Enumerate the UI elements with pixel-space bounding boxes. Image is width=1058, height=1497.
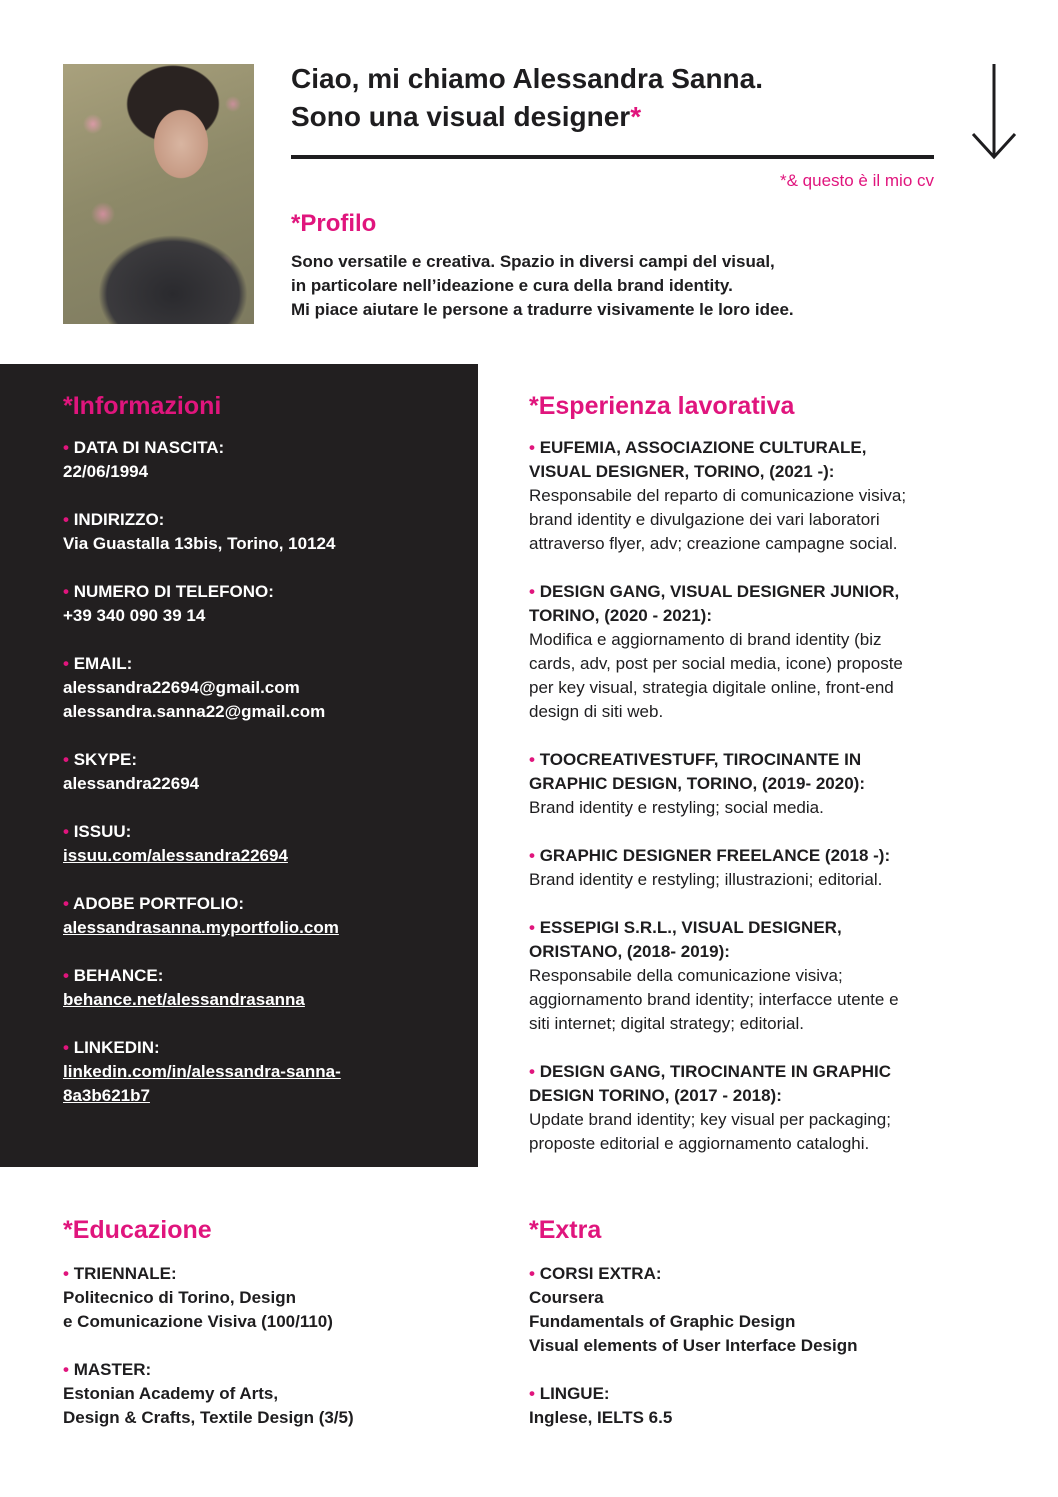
experience-item <box>529 436 999 556</box>
info-label: ADOBE PORTFOLIO: <box>73 894 244 913</box>
bullet-icon: • <box>529 1384 535 1403</box>
experience-description: Update brand identity; key visual per packaging; proposte editorial e aggiornamento cataloghi. <box>529 1110 891 1153</box>
bullet-icon: • <box>63 654 69 673</box>
bullet-icon: • <box>63 510 69 529</box>
info-behance <box>63 964 463 1012</box>
email-value-1: alessandra22694@gmail.com <box>63 678 300 697</box>
bullet-icon: • <box>529 582 535 601</box>
headline-line-1: Ciao, mi chiamo Alessandra Sanna. <box>291 63 764 94</box>
bullet-icon: • <box>529 750 535 769</box>
experience-description: Brand identity e restyling; social media. <box>529 798 824 817</box>
info-address <box>63 508 463 556</box>
portfolio-link[interactable]: alessandrasanna.myportfolio.com <box>63 918 339 937</box>
experience-item <box>529 580 999 724</box>
info-label: LINKEDIN: <box>73 1038 160 1057</box>
bullet-icon: • <box>529 1062 535 1081</box>
cv-note: *& questo è il mio cv <box>779 171 934 190</box>
arrow-down-icon <box>970 64 1018 162</box>
bullet-icon: • <box>63 438 69 457</box>
experience-title: • TOOCREATIVESTUFF, TIROCINANTE IN GRAPHIC DESIGN, TORINO, (2019- 2020): <box>529 750 865 793</box>
extra-item: • LINGUE: Inglese, IELTS 6.5 <box>529 1384 673 1427</box>
profile-line: in particolare nell’ideazione e cura della brand identity. <box>291 276 733 295</box>
profile-line: Mi piace aiutare le persone a tradurre visivamente le loro idee. <box>291 300 794 319</box>
experience-title: • EUFEMIA, ASSOCIAZIONE CULTURALE, VISUAL DESIGNER, TORINO, (2021 -): <box>529 438 867 481</box>
education-list <box>63 1262 483 1454</box>
profile-photo <box>63 64 254 324</box>
education-heading: *Educazione <box>63 1216 212 1244</box>
linkedin-link-continued[interactable]: 8a3b621b7 <box>63 1086 150 1105</box>
bullet-icon: • <box>529 1264 535 1283</box>
info-linkedin <box>63 1036 463 1108</box>
headline <box>291 60 763 136</box>
bullet-icon: • <box>63 582 69 601</box>
experience-description: Responsabile del reparto di comunicazione visiva; brand identity e divulgazione dei vari laboratori attraverso flyer, adv; creazione campagne social. <box>529 486 907 553</box>
info-email <box>63 652 463 724</box>
headline-star: * <box>630 101 642 132</box>
info-issuu <box>63 820 463 868</box>
experience-heading: *Esperienza lavorativa <box>529 392 795 420</box>
profile-text <box>291 250 911 322</box>
bullet-icon: • <box>63 966 69 985</box>
info-portfolio <box>63 892 463 940</box>
experience-item <box>529 916 999 1036</box>
headline-line-2: Sono una visual designer* <box>291 101 642 132</box>
extra-list <box>529 1262 999 1454</box>
experience-description: Modifica e aggiornamento di brand identity (biz cards, adv, post per social media, icone) proposte per key visual, strategia digitale online, front-end design di siti web. <box>529 630 903 721</box>
experience-description: Responsabile della comunicazione visiva; aggiornamento brand identity; interfacce utente e siti internet; digital strategy; editorial. <box>529 966 899 1033</box>
info-phone <box>63 580 463 628</box>
profile-line: Sono versatile e creativa. Spazio in diversi campi del visual, <box>291 252 775 271</box>
info-value: alessandra22694 <box>63 774 200 793</box>
info-label: BEHANCE: <box>73 966 164 985</box>
experience-title: • DESIGN GANG, TIROCINANTE IN GRAPHIC DESIGN TORINO, (2017 - 2018): <box>529 1062 892 1105</box>
info-skype <box>63 748 463 796</box>
profile-heading: *Profilo <box>291 210 377 237</box>
behance-link[interactable]: behance.net/alessandrasanna <box>63 990 305 1009</box>
info-label: EMAIL: <box>73 654 133 673</box>
issuu-link[interactable]: issuu.com/alessandra22694 <box>63 846 288 865</box>
info-list <box>63 436 463 1132</box>
experience-title: • GRAPHIC DESIGNER FREELANCE (2018 -): <box>529 846 891 865</box>
experience-item <box>529 1060 999 1156</box>
info-value: Via Guastalla 13bis, Torino, 10124 <box>63 534 336 553</box>
experience-description: Brand identity e restyling; illustrazioni; editorial. <box>529 870 883 889</box>
info-value: +39 340 090 39 14 <box>63 606 206 625</box>
education-item: • MASTER: Estonian Academy of Arts, Design & Crafts, Textile Design (3/5) <box>63 1360 354 1427</box>
education-item: • TRIENNALE: Politecnico di Torino, Design e Comunicazione Visiva (100/110) <box>63 1264 333 1331</box>
bullet-icon: • <box>63 1264 69 1283</box>
email-value-2: alessandra.sanna22@gmail.com <box>63 702 326 721</box>
experience-title: • ESSEPIGI S.R.L., VISUAL DESIGNER, ORISTANO, (2018- 2019): <box>529 918 842 961</box>
bullet-icon: • <box>529 846 535 865</box>
extra-item: • CORSI EXTRA: Coursera Fundamentals of Graphic Design Visual elements of User Interface Design <box>529 1264 858 1355</box>
extra-heading: *Extra <box>529 1216 602 1244</box>
bullet-icon: • <box>529 918 535 937</box>
bullet-icon: • <box>529 438 535 457</box>
bullet-icon: • <box>63 822 69 841</box>
bullet-icon: • <box>63 894 69 913</box>
header-divider <box>291 155 934 159</box>
linkedin-link[interactable]: linkedin.com/in/alessandra-sanna- <box>63 1062 341 1081</box>
info-birthdate <box>63 436 463 484</box>
experience-item <box>529 748 999 820</box>
experience-list <box>529 436 999 1180</box>
bullet-icon: • <box>63 1038 69 1057</box>
experience-title: • DESIGN GANG, VISUAL DESIGNER JUNIOR, TORINO, (2020 - 2021): <box>529 582 900 625</box>
info-label: SKYPE: <box>73 750 137 769</box>
info-heading: *Informazioni <box>63 392 222 420</box>
bullet-icon: • <box>63 1360 69 1379</box>
bullet-icon: • <box>63 750 69 769</box>
info-label: INDIRIZZO: <box>73 510 165 529</box>
info-label: DATA DI NASCITA: <box>73 438 225 457</box>
info-value: 22/06/1994 <box>63 462 149 481</box>
info-label: NUMERO DI TELEFONO: <box>73 582 274 601</box>
info-label: ISSUU: <box>73 822 132 841</box>
experience-item <box>529 844 999 892</box>
